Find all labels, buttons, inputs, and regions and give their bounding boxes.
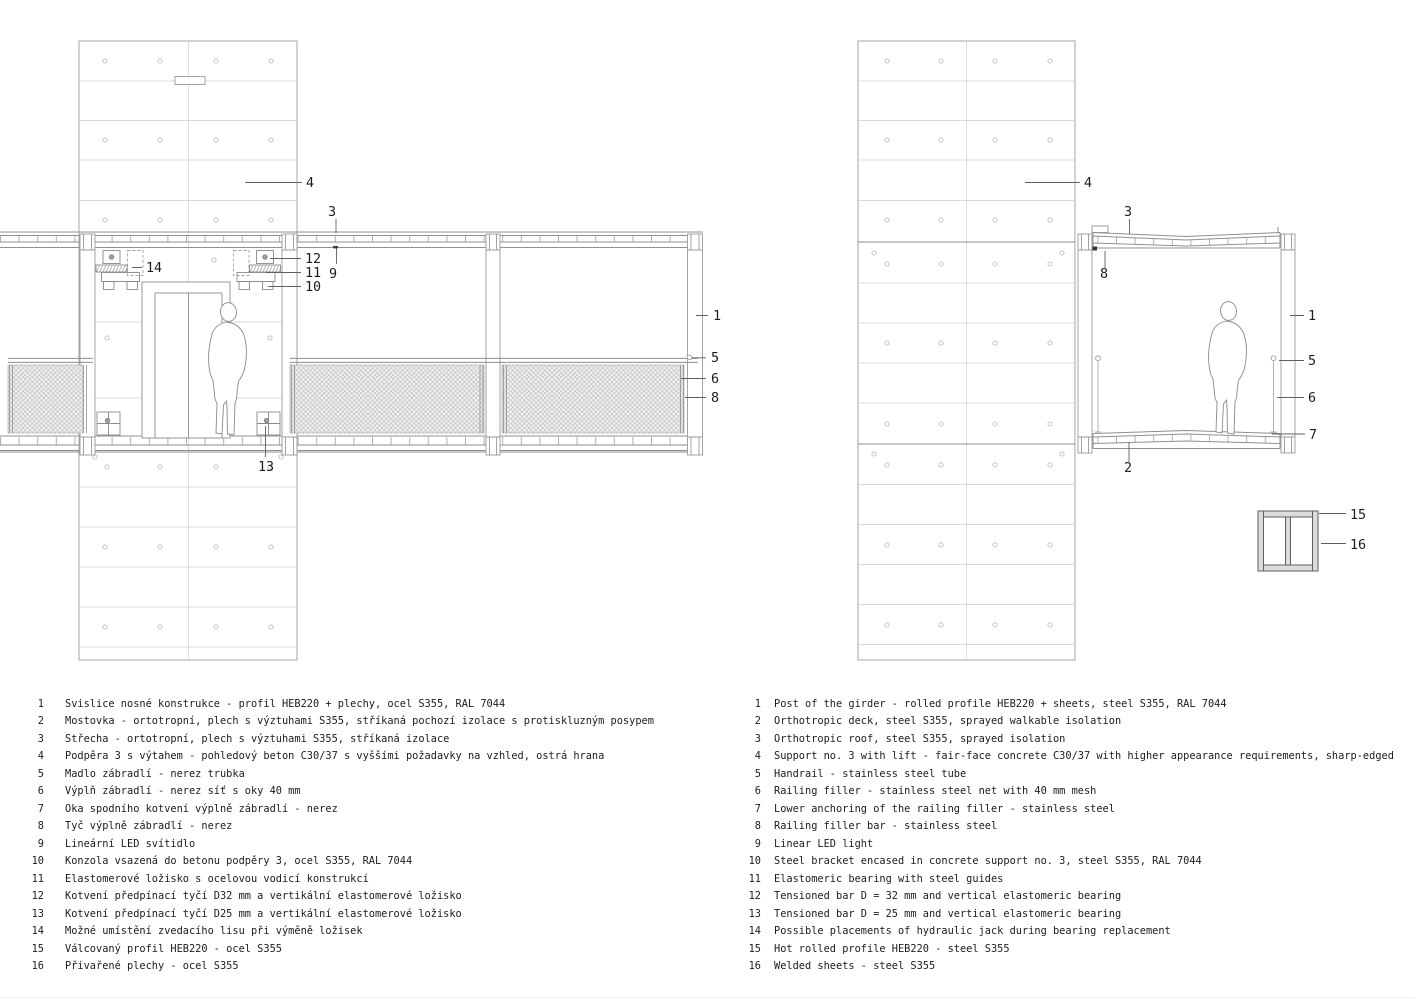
legend-item-number: 8 xyxy=(37,820,44,833)
legend-item xyxy=(745,713,1394,731)
legend-item-number: 11 xyxy=(31,872,44,885)
legend-item-text: Hot rolled profile HEB220 - steel S355 xyxy=(774,942,1010,955)
legend-item-text: Podpěra 3 s výtahem - pohledový beton C30/37 s vyššími požadavky na vzhled, ostrá hrana xyxy=(65,750,605,763)
welded-sheet-left xyxy=(1258,511,1264,571)
legend-item-number: 7 xyxy=(37,802,44,815)
legend-item-number: 8 xyxy=(754,820,761,833)
callout-label: 15 xyxy=(1350,508,1367,523)
legend-item xyxy=(745,835,1394,853)
callout-label: 2 xyxy=(1124,461,1133,476)
legend-item-number: 15 xyxy=(748,942,761,955)
legend-item-text: Linear LED light xyxy=(774,837,874,850)
legend-item xyxy=(745,765,1394,783)
legend-item-text: Orthotropic deck, steel S355, sprayed walkable isolation xyxy=(774,715,1122,728)
legend-item xyxy=(28,870,654,888)
legend-item-number: 10 xyxy=(31,855,44,868)
legend-item xyxy=(28,783,654,801)
sheet-bottom-rule xyxy=(0,997,1414,998)
legend-item xyxy=(745,905,1394,923)
callout-label: 3 xyxy=(1124,205,1133,220)
legend-item-text: Lower anchoring of the railing filler - stainless steel xyxy=(774,802,1115,815)
callout-label: 9 xyxy=(329,267,338,282)
heb-bottom-flange xyxy=(1264,565,1313,571)
legend-item-number: 7 xyxy=(754,802,761,815)
heb-top-flange xyxy=(1264,511,1313,517)
callout-label: 13 xyxy=(258,460,275,475)
callout-label: 4 xyxy=(1084,176,1093,191)
legend-item-text: Welded sheets - steel S355 xyxy=(774,960,936,973)
legend-item xyxy=(28,748,654,766)
legend-item-text: Railing filler bar - stainless steel xyxy=(774,820,998,833)
legend-item-text: Possible placements of hydraulic jack during bearing replacement xyxy=(774,925,1171,938)
callout-label: 5 xyxy=(1308,354,1317,369)
legend-item-number: 3 xyxy=(37,732,44,745)
legend-item-text: Svislice nosné konstrukce - profil HEB220 + plechy, ocel S355, RAL 7044 xyxy=(65,697,506,710)
legend-item-text: Mostovka - ortotropní, plech s výztuhami S355, stříkaná pochozí izolace s protiskluzným posypem xyxy=(65,715,654,728)
legend-item-number: 14 xyxy=(748,925,761,938)
left-elevation-view xyxy=(0,41,721,660)
legend-item-text: Support no. 3 with lift - fair-face concrete C30/37 with higher appearance requirements, sharp-edged xyxy=(774,750,1394,763)
legend-item-text: Elastomeric bearing with steel guides xyxy=(774,872,1004,885)
handrail-end xyxy=(687,355,692,360)
legend-item-number: 12 xyxy=(748,890,761,903)
railing-filler-bar-mark xyxy=(1093,247,1098,251)
callout-label: 1 xyxy=(1308,309,1317,324)
legend-item-number: 16 xyxy=(31,960,44,973)
anchor-block xyxy=(175,77,205,85)
legend-item-text: Střecha - ortotropní, plech s výztuhami S355, stříkaná izolace xyxy=(65,732,450,745)
legend-item xyxy=(745,783,1394,801)
legend-item-number: 11 xyxy=(748,872,761,885)
legend-item-number: 13 xyxy=(31,907,44,920)
legend-item-number: 15 xyxy=(31,942,44,955)
legend-item xyxy=(745,695,1394,713)
legend-item-text: Kotvení předpínací tyčí D25 mm a vertikální elastomerové ložisko xyxy=(65,907,462,920)
legend-item-text: Orthotropic roof, steel S355, sprayed isolation xyxy=(774,732,1066,745)
heb-profile-detail xyxy=(1258,508,1366,571)
legend-item xyxy=(745,958,1394,976)
callout-label: 7 xyxy=(1309,428,1318,443)
legend-item xyxy=(28,905,654,923)
callout-label: 16 xyxy=(1350,538,1367,553)
callout-label: 12 xyxy=(305,252,322,267)
legend-item xyxy=(745,748,1394,766)
legend-item-number: 6 xyxy=(37,785,44,798)
callout-label: 8 xyxy=(711,391,720,406)
callout-label: 11 xyxy=(305,266,322,281)
legend-item xyxy=(28,765,654,783)
legend-item-number: 4 xyxy=(754,750,761,763)
legend-item-text: Kotvení předpínací tyčí D32 mm a vertikální elastomerové ložisko xyxy=(65,890,462,903)
legend-item-text: Lineární LED svítidlo xyxy=(65,837,196,850)
legend-item xyxy=(745,940,1394,958)
legend-item-number: 1 xyxy=(37,697,44,710)
heb-web xyxy=(1286,517,1291,565)
callout-label: 1 xyxy=(713,309,722,324)
legend-item xyxy=(28,940,654,958)
legend-item xyxy=(745,730,1394,748)
person-silhouette xyxy=(1209,301,1247,434)
callout-label: 6 xyxy=(1308,391,1317,406)
legend-item-text: Válcovaný profil HEB220 - ocel S355 xyxy=(65,942,282,955)
legend-item-text: Steel bracket encased in concrete support no. 3, steel S355, RAL 7044 xyxy=(774,855,1202,868)
section-roof xyxy=(1092,226,1280,251)
legend-item xyxy=(28,958,654,976)
legend-item-text: Oka spodního kotvení výplně zábradlí - nerez xyxy=(65,802,338,815)
legend-item-number: 5 xyxy=(37,767,44,780)
legend-item-text: Railing filler - stainless steel net with 40 mm mesh xyxy=(774,785,1097,798)
railing-stanchions xyxy=(1095,356,1277,432)
legend-item-text: Možné umístění zvedacího lisu při výměně ložisek xyxy=(65,925,363,938)
legend-item-text: Tensioned bar D = 25 mm and vertical elastomeric bearing xyxy=(774,907,1122,920)
legend-item-number: 9 xyxy=(754,837,761,850)
legend-item xyxy=(28,695,654,713)
callout-label: 10 xyxy=(305,280,322,295)
legend-item xyxy=(745,888,1394,906)
legend-english xyxy=(745,695,1394,975)
legend-item-number: 16 xyxy=(748,960,761,973)
legend-item-number: 5 xyxy=(754,767,761,780)
legend-item xyxy=(28,730,654,748)
legend-item xyxy=(28,818,654,836)
callout-label: 3 xyxy=(328,205,337,220)
legend-item-number: 12 xyxy=(31,890,44,903)
legend-item xyxy=(28,888,654,906)
right-section-view xyxy=(858,41,1317,660)
legend-item-number: 3 xyxy=(754,732,761,745)
legend-item-number: 2 xyxy=(754,715,761,728)
callout-leaders xyxy=(1319,514,1346,544)
legend-item-number: 10 xyxy=(748,855,761,868)
legend-item xyxy=(745,818,1394,836)
concrete-support-pillar xyxy=(858,41,1075,660)
legend-item-text: Přivařené plechy - ocel S355 xyxy=(65,960,239,973)
legend-item-number: 4 xyxy=(37,750,44,763)
legend-item xyxy=(28,713,654,731)
legend-item-text: Madlo zábradlí - nerez trubka xyxy=(65,767,245,780)
legend-item xyxy=(28,800,654,818)
legend-item-number: 14 xyxy=(31,925,44,938)
callout-label: 8 xyxy=(1100,267,1109,282)
legend-item-text: Konzola vsazená do betonu podpěry 3, ocel S355, RAL 7044 xyxy=(65,855,413,868)
legend-item-number: 1 xyxy=(754,697,761,710)
legend-item xyxy=(28,835,654,853)
legend-item-text: Výplň zábradlí - nerez síť s oky 40 mm xyxy=(65,785,301,798)
legend-item xyxy=(745,853,1394,871)
led-light xyxy=(333,246,338,248)
legend-item xyxy=(745,800,1394,818)
legend-item xyxy=(745,923,1394,941)
roof-edge-block xyxy=(1092,226,1108,233)
legend-item-number: 2 xyxy=(37,715,44,728)
callout-label: 6 xyxy=(711,372,720,387)
legend-item xyxy=(28,923,654,941)
section-deck xyxy=(1093,431,1280,449)
legend-item-number: 6 xyxy=(754,785,761,798)
legend-czech xyxy=(28,695,654,975)
section-posts xyxy=(1078,234,1295,453)
legend-item-text: Tyč výplně zábradlí - nerez xyxy=(65,820,233,833)
legend-item xyxy=(28,853,654,871)
legend-item-text: Post of the girder - rolled profile HEB220 + sheets, steel S355, RAL 7044 xyxy=(774,697,1227,710)
callout-label: 14 xyxy=(146,261,163,276)
legend-item-text: Elastomerové ložisko s ocelovou vodicí konstrukcí xyxy=(65,872,369,885)
callout-label: 5 xyxy=(711,351,720,366)
legend-item-text: Tensioned bar D = 32 mm and vertical elastomeric bearing xyxy=(774,890,1122,903)
legend-item xyxy=(745,870,1394,888)
welded-sheet-right xyxy=(1313,511,1319,571)
legend-item-text: Handrail - stainless steel tube xyxy=(774,767,967,780)
legend-item-number: 9 xyxy=(37,837,44,850)
legend-item-number: 13 xyxy=(748,907,761,920)
callout-label: 4 xyxy=(306,176,315,191)
